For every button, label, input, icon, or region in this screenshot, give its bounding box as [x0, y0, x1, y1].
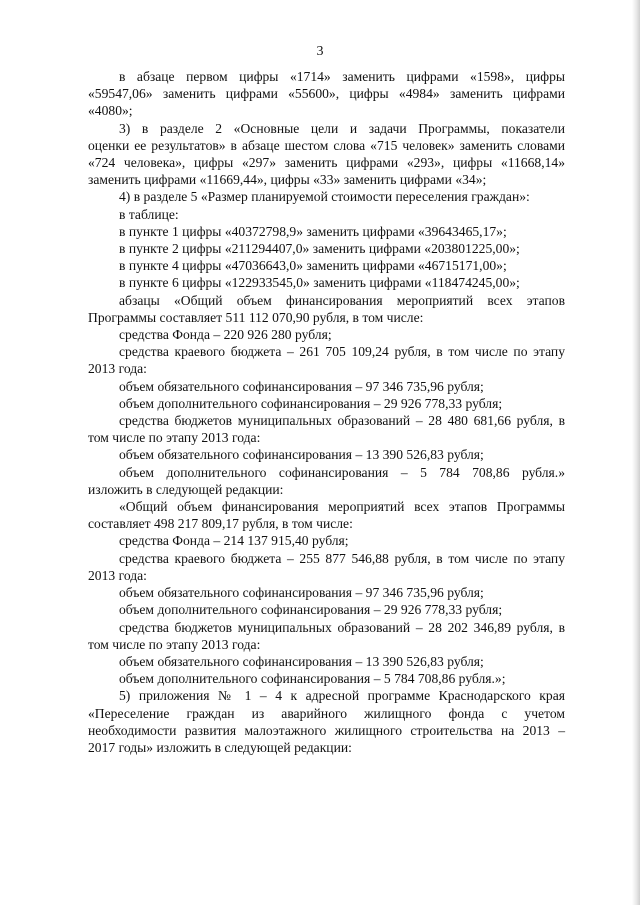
text-line: в пункте 2 цифры «211294407,0» заменить цифрами «203801225,00»; — [119, 241, 520, 257]
text-line: 2017 годы» изложить в следующей редакции: — [88, 739, 352, 755]
text-line: «59547,06» заменить цифрами «55600», цифры «4984» заменить цифрами — [88, 86, 565, 102]
text-line: 2013 года: — [88, 567, 147, 583]
page-number: 3 — [316, 44, 324, 59]
document-body — [88, 68, 565, 756]
text-line: том числе по этапу 2013 года: — [88, 430, 261, 446]
scan-edge-shadow — [632, 0, 640, 905]
text-line: средства краевого бюджета – 255 877 546,88 рубля, в том числе по этапу — [119, 550, 565, 566]
text-line: заменить цифрами «11669,44», цифры «33» заменить цифрами «34»; — [88, 172, 487, 188]
text-line: «Общий объем финансирования мероприятий всех этапов Программы — [119, 499, 565, 515]
text-line: объем обязательного софинансирования – 13 390 526,83 рубля; — [119, 447, 484, 463]
text-line: 3) в разделе 2 «Основные цели и задачи Программы, показатели — [119, 120, 565, 136]
text-line: 4) в разделе 5 «Размер планируемой стоимости переселения граждан»: — [119, 189, 530, 205]
text-line: том числе по этапу 2013 года: — [88, 636, 261, 652]
text-line: «724 человека», цифры «297» заменить цифрами «293», цифры «11668,14» — [88, 155, 565, 171]
text-line: 2013 года: — [88, 361, 147, 377]
text-line: в абзаце первом цифры «1714» заменить цифрами «1598», цифры — [119, 69, 565, 84]
text-line: объем дополнительного софинансирования – 29 926 778,33 рубля; — [119, 395, 503, 411]
text-line: объем дополнительного софинансирования – 5 784 708,86 рубля.» — [119, 464, 565, 480]
text-line: составляет 498 217 809,17 рубля, в том числе: — [88, 516, 353, 532]
text-line: средства краевого бюджета – 261 705 109,24 рубля, в том числе по этапу — [119, 344, 565, 360]
text-line: «Переселение граждан из аварийного жилищного фонда с учетом — [88, 705, 565, 721]
text-line: объем обязательного софинансирования – 97 346 735,96 рубля; — [119, 378, 484, 394]
text-line: в таблице: — [119, 206, 179, 222]
text-line: «4080»; — [88, 103, 133, 119]
text-line: Программы составляет 511 112 070,90 рубля, в том числе: — [88, 309, 424, 325]
text-line: объем обязательного софинансирования – 97 346 735,96 рубля; — [119, 585, 484, 601]
text-line: объем дополнительного софинансирования – 5 784 708,86 рубля.»; — [119, 671, 506, 687]
text-line: изложить в следующей редакции: — [88, 481, 284, 497]
text-line: необходимости развития малоэтажного жилищного строительства на 2013 – — [88, 722, 565, 738]
text-line: в пункте 4 цифры «47036643,0» заменить цифрами «46715171,00»; — [119, 258, 507, 274]
text-line: объем дополнительного софинансирования – 29 926 778,33 рубля; — [119, 602, 503, 618]
text-line: средства Фонда – 214 137 915,40 рубля; — [119, 533, 349, 549]
text-line: средства бюджетов муниципальных образований – 28 202 346,89 рубля, в — [119, 619, 565, 635]
text-line: средства бюджетов муниципальных образований – 28 480 681,66 рубля, в — [119, 413, 565, 429]
text-line: абзацы «Общий объем финансирования мероприятий всех этапов — [119, 292, 565, 308]
text-line: в пункте 1 цифры «40372798,9» заменить цифрами «39643465,17»; — [119, 223, 507, 239]
text-line: оценки ее результатов» в абзаце шестом слова «715 человек» заменить словами — [88, 137, 565, 153]
text-line: средства Фонда – 220 926 280 рубля; — [119, 327, 332, 343]
text-line: 5) приложения № 1 – 4 к адресной программе Краснодарского края — [119, 688, 565, 704]
text-line: в пункте 6 цифры «122933545,0» заменить цифрами «118474245,00»; — [119, 275, 520, 291]
text-line: объем обязательного софинансирования – 13 390 526,83 рубля; — [119, 653, 484, 669]
